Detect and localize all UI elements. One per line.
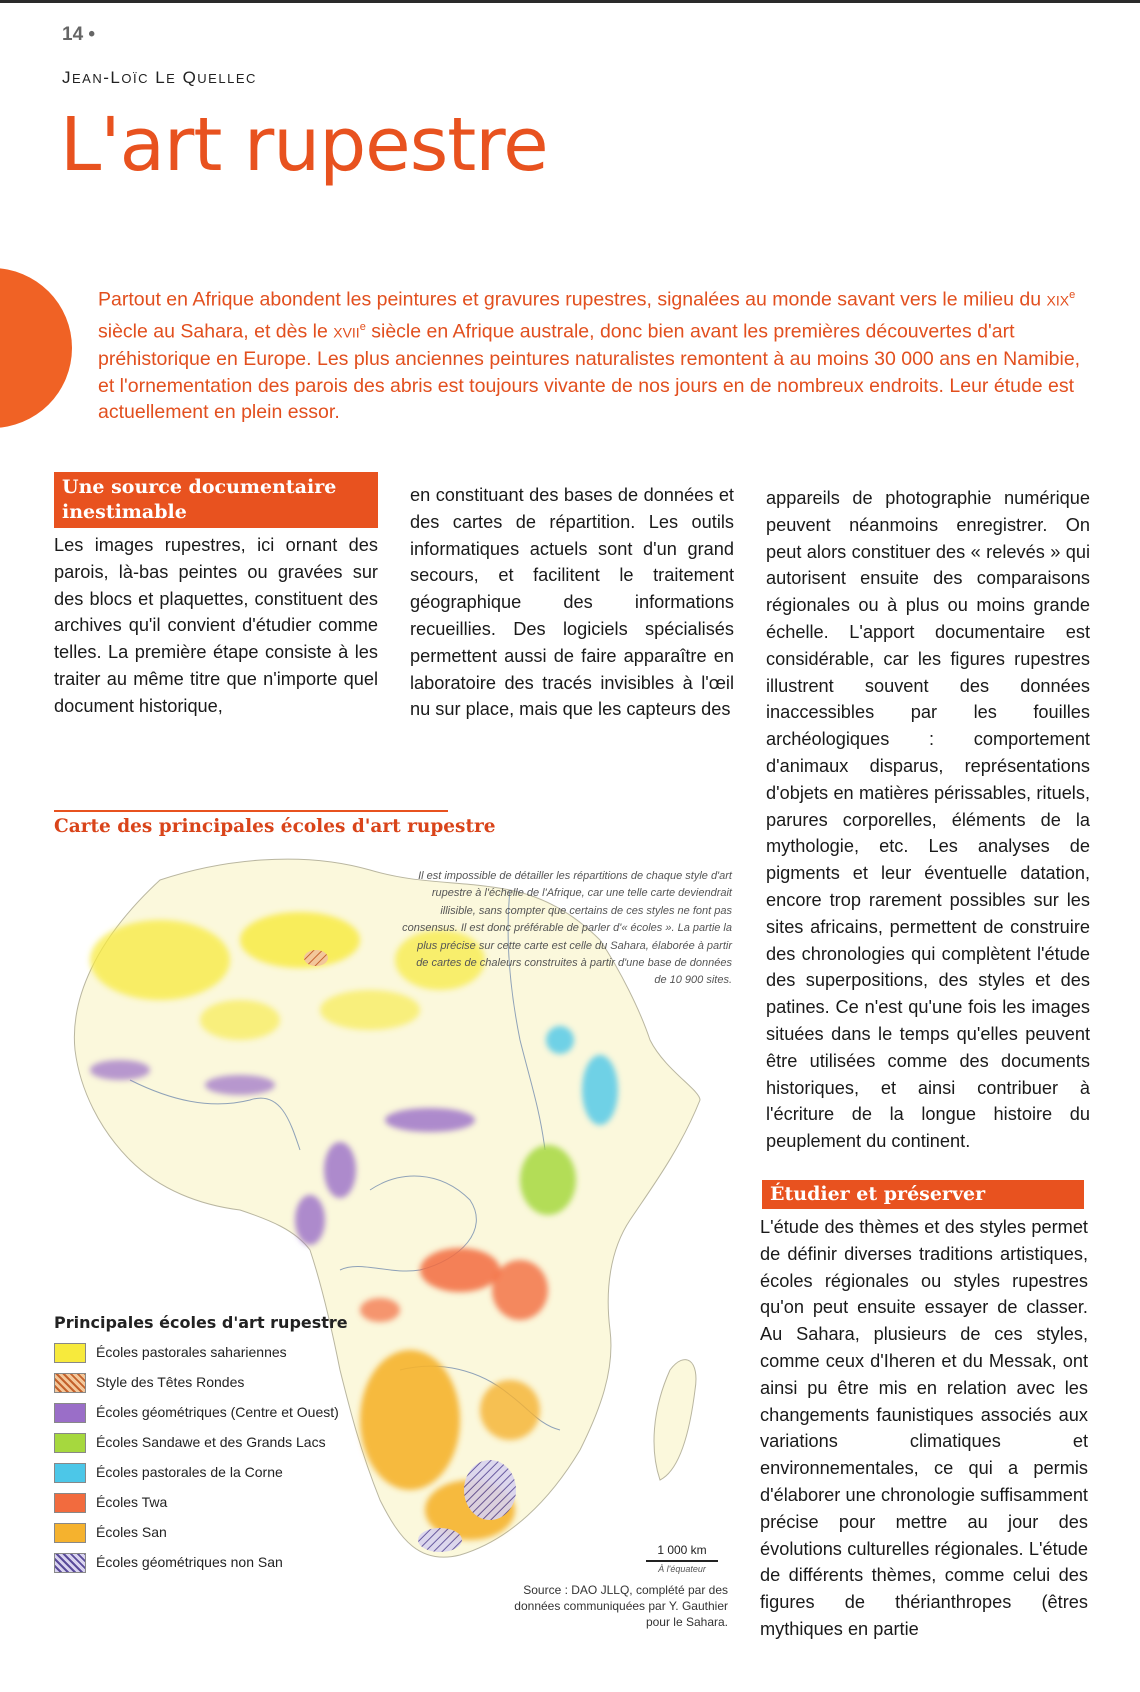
author-part: Q <box>176 68 198 87</box>
zone-horn <box>546 1026 574 1054</box>
map-note: Il est impossible de détailler les répartitions de chaque style d'art rupestre à l'échelle de l'Afrique, car une telle carte deviendrait illisible, sans compter que certains de ces styles ne font pas consensus. Il est donc préférable de parler d'« écoles ». La partie la plus précise sur cette carte est celle du Sahara, élaborée à partir de cartes de chaleurs construites à partir d'une base de données de 10 900 sites. <box>402 870 732 987</box>
legend-title: Principales écoles d'art rupestre <box>54 1313 348 1332</box>
legend-label: Écoles Sandawe et des Grands Lacs <box>96 1434 326 1450</box>
legend-swatch <box>54 1373 86 1393</box>
legend-swatch <box>54 1493 86 1513</box>
map-scale <box>646 1543 718 1574</box>
superscript: e <box>359 321 366 333</box>
map-title: Carte des principales écoles d'art rupestre <box>54 816 496 837</box>
map-source: Source : DAO JLLQ, complété par des données communiquées par Y. Gauthier pour le Sahara. <box>514 1583 728 1629</box>
zone-horn <box>582 1055 618 1125</box>
top-rule <box>0 0 1140 3</box>
scale-bar <box>646 1560 718 1562</box>
legend-item <box>54 1493 374 1513</box>
author-name <box>62 68 257 88</box>
scale-label: 1 000 km <box>657 1543 707 1557</box>
superscript: e <box>1069 289 1076 301</box>
author-part: J <box>62 68 72 87</box>
zone-geometric <box>295 1195 325 1245</box>
legend-label: Écoles San <box>96 1524 167 1540</box>
body-column-4: L'étude des thèmes et des styles permet de définir diverses traditions artistiques, écoles régionales ou styles rupestres qu'on peut ensuite essayer de classer. Au Sahara, plusieurs de ces styles, comme ceux d'Iheren et du Messak, ont ainsi pu être mis en relation avec les changements faunistiques associés aux variations climatiques et environnementales, ce qui a permis d'élaborer une chronologie suffisamment précise pour mettre au jour des évolutions culturelles régionales. L'étude de différents thèmes, comme celui des figures de thérianthropes (êtres mythiques en partie <box>760 1217 1088 1639</box>
zone-san <box>480 1380 540 1440</box>
intro-text: Partout en Afrique abondent les peintures et gravures rupestres, signalées au monde savant vers le milieu du <box>98 288 1047 311</box>
legend-swatch <box>54 1523 86 1543</box>
author-part: L <box>148 68 167 87</box>
legend-label: Écoles géométriques non San <box>96 1554 283 1570</box>
zone-round-heads <box>304 950 328 966</box>
legend-item <box>54 1343 374 1363</box>
page-number: 14 • <box>62 24 96 45</box>
zone-saharan <box>200 1000 280 1040</box>
intro-text: siècle au Sahara, et dès le <box>98 320 334 343</box>
zone-twa <box>492 1260 548 1320</box>
body-column-1: Les images rupestres, ici ornant des parois, là-bas peintes ou gravées sur des blocs et plaquettes, constituent des archives qu'il convient d'étudier comme telles. La première étape consiste à les traiter au même titre que n'importe quel document historique, <box>54 535 378 716</box>
decorative-half-circle <box>0 268 72 428</box>
legend-swatch <box>54 1463 86 1483</box>
legend-label: Écoles géométriques (Centre et Ouest) <box>96 1404 339 1420</box>
zone-great-lakes <box>520 1145 576 1215</box>
zone-saharan <box>320 990 420 1030</box>
zone-geometric <box>385 1108 475 1132</box>
zone-non-san-geometric <box>418 1528 462 1552</box>
intro-text: siècle en Afrique australe, donc bien avant les premières découvertes d'art préhistorique en Europe. Les plus anciennes peintures naturalistes remontent à au moins 30 000 ans en Namibie, et l'ornementation des parois des abris est toujours vivante de nos jours en de nombreux endroits. Leur étude est actuellement en plein essor. <box>98 320 1081 423</box>
legend-label: Écoles pastorales de la Corne <box>96 1464 283 1480</box>
legend-item <box>54 1403 374 1423</box>
page-title: L'art rupestre <box>60 102 548 188</box>
zone-saharan <box>90 920 230 1000</box>
zone-saharan <box>240 912 360 968</box>
legend-swatch <box>54 1343 86 1363</box>
legend-item <box>54 1433 374 1453</box>
zone-san <box>360 1350 460 1490</box>
author-part: E <box>166 71 177 86</box>
map-legend <box>54 1312 374 1583</box>
zone-twa <box>420 1248 500 1292</box>
zone-geometric <box>90 1060 150 1080</box>
legend-item <box>54 1463 374 1483</box>
legend-label: Style des Têtes Rondes <box>96 1374 245 1390</box>
section-heading-source: Une source documentaire inestimable <box>54 472 378 528</box>
legend-swatch <box>54 1553 86 1573</box>
legend-label: Écoles Twa <box>96 1494 168 1510</box>
legend-swatch <box>54 1433 86 1453</box>
body-column-2: en constituant des bases de données et des cartes de répartition. Les outils informatiques actuels sont d'un grand secours, et facilitent le traitement géographique des informations recueillies. Des logiciels spécialisés permettent aussi de faire apparaître en laboratoire des tracés invisibles à l'œil nu sur place, mais que les capteurs des <box>410 485 734 720</box>
zone-geometric <box>324 1142 356 1198</box>
legend-swatch <box>54 1403 86 1423</box>
author-part: EAN <box>72 71 104 86</box>
legend-label: Écoles pastorales sahariennes <box>96 1344 287 1360</box>
scale-sub: À l'équateur <box>658 1564 706 1574</box>
body-column-3: appareils de photographie numérique peuvent néanmoins enregistrer. On peut alors constituer des « relevés » qui autorisent ensuite des comparaisons régionales ou à plus ou moins grande échelle. L'apport documentaire est considérable, car les figures rupestres illustrent souvent des données inaccessibles par les fouilles archéologiques : comportement d'animaux disparus, représentations d'objets en matières périssables, rituels, parures corporelles, éléments de la mythologie, etc. Les analyses de pigments et leur éventuelle datation, encore trop rarement possibles sur les sites africains, permettent de construire des chronologies qui complètent l'étude des superpositions, des styles et des patines. Ce n'est qu'une fois les images situées dans le temps qu'elles peuvent être utilisées comme des documents historiques, et ainsi contribuer à l'écriture de la longue histoire du peuplement du continent. <box>766 488 1090 1152</box>
century-numeral: XIX <box>1046 292 1070 309</box>
section-heading-preserve: Étudier et préserver <box>762 1180 1084 1209</box>
author-part: OÏC <box>121 71 149 86</box>
legend-item <box>54 1553 374 1573</box>
author-part: UELLEC <box>197 71 257 86</box>
map-title-rule <box>54 810 448 812</box>
legend-item <box>54 1373 374 1393</box>
zone-non-san-geometric <box>464 1460 516 1520</box>
intro-paragraph <box>98 282 1090 426</box>
legend-item <box>54 1523 374 1543</box>
author-part: -L <box>103 68 122 87</box>
madagascar <box>654 1360 696 1480</box>
zone-geometric <box>205 1075 275 1095</box>
century-numeral: XVII <box>333 324 360 341</box>
